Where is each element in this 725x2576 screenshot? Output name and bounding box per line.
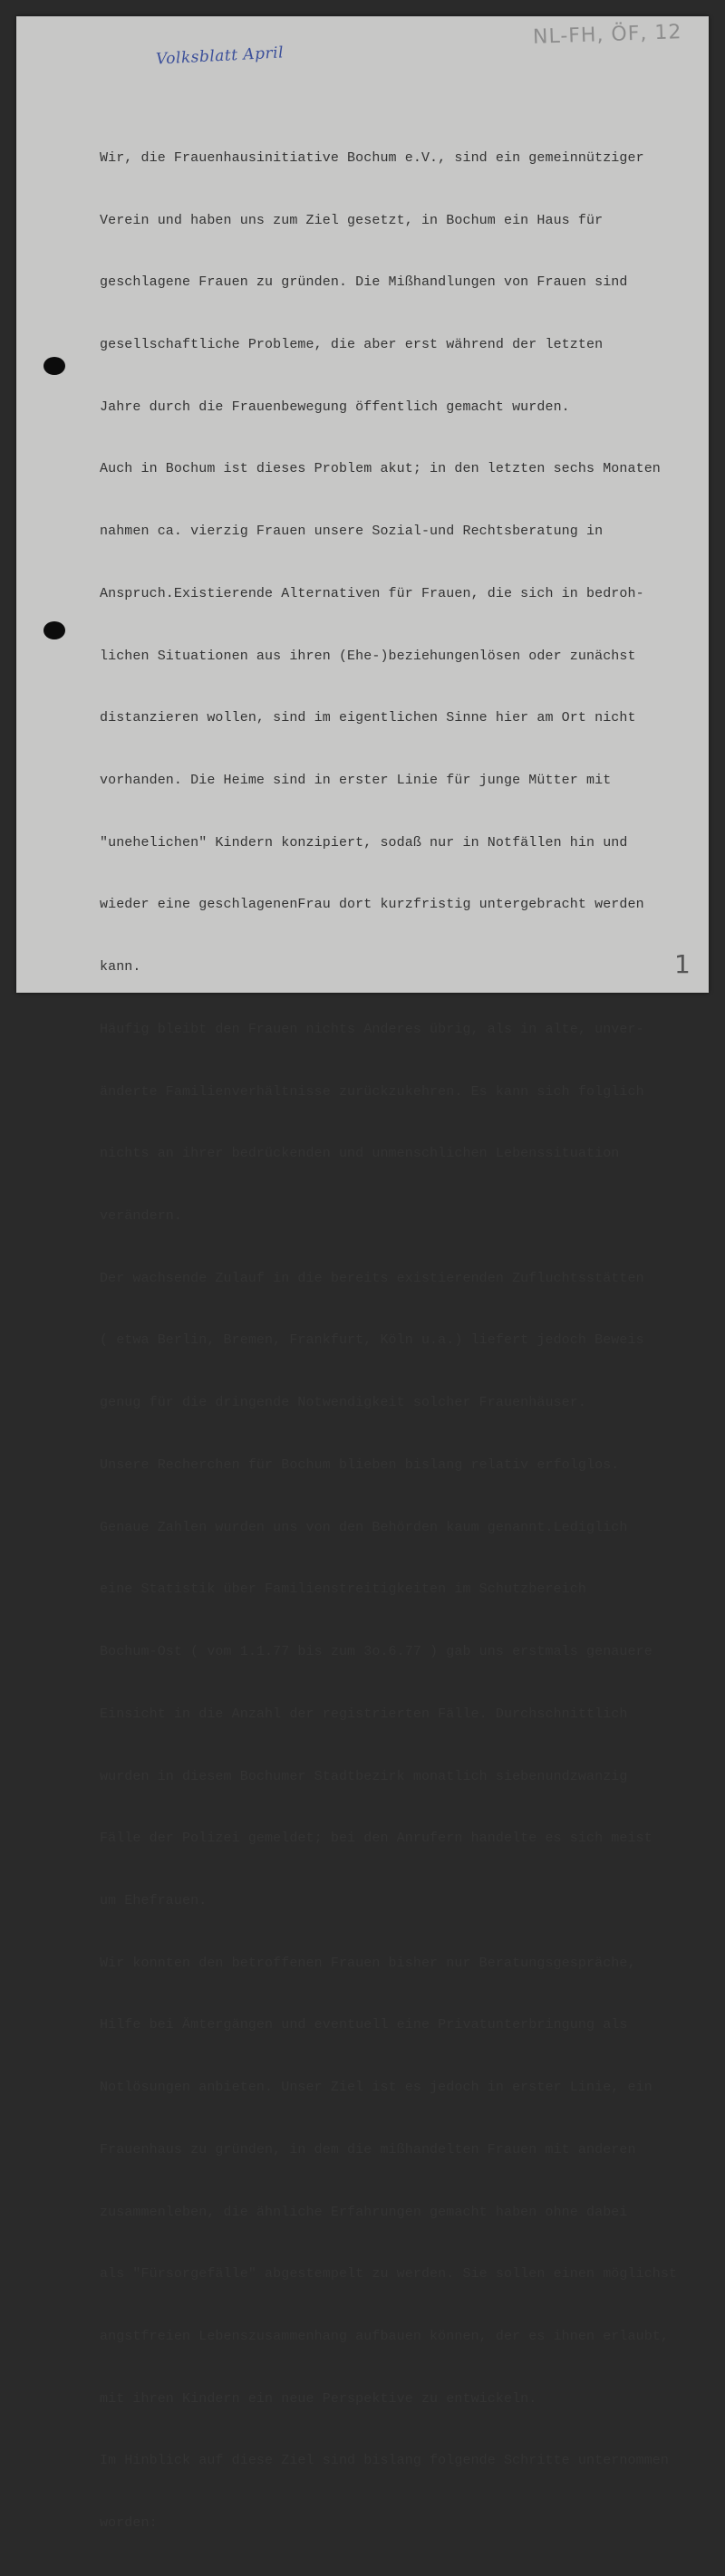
text-line: verändern. xyxy=(100,1208,183,1225)
text-line: wurden in diesem Bochumer Stadtbezirk monatlich siebenundzwanzig xyxy=(100,1768,628,1784)
text-line: vorhanden. Die Heime sind in erster Linie für junge Mütter mit xyxy=(100,773,612,788)
archive-reference: NL-FH, ÖF, 12 xyxy=(532,21,682,49)
page-number: 1 xyxy=(674,949,691,979)
text-line: Notlösungen anbieten. Unser Ziel ist es jedoch in erster Linie, ein xyxy=(100,2080,652,2096)
text-line: distanzieren wollen, sind im eigentlichen Sinne hier am Ort nicht xyxy=(100,710,636,726)
typed-body-text xyxy=(100,107,709,2576)
text-line: angstfreien Lebenszusammenhang aufbauen können, der es ihnen erlaubt, xyxy=(100,2328,670,2344)
text-line: Frauenhaus zu gründen, in dem die mißhandelten Frauen mit anderen xyxy=(100,2141,636,2158)
text-line: Unsere Recherchen für Bochum blieben bislang relativ erfolglos. xyxy=(100,1456,620,1473)
document-page xyxy=(16,16,709,2532)
text-line: kann. xyxy=(100,959,141,976)
text-line: Jahre durch die Frauenbewegung öffentlich gemacht wurden. xyxy=(100,399,570,415)
handwritten-note: Volksblatt April xyxy=(155,43,285,69)
text-line: Verein und haben uns zum Ziel gesetzt, in Bochum ein Haus für xyxy=(100,212,604,228)
text-line: Wir, die Frauenhausinitiative Bochum e.V., sind ein gemeinnütziger xyxy=(100,149,644,166)
text-line: Auch in Bochum ist dieses Problem akut; in den letzten sechs Monaten xyxy=(100,461,661,477)
text-line: Im Hinblick auf diese Ziel sind bislang folgende Schritte unternommen xyxy=(100,2453,670,2469)
text-line: worden: xyxy=(100,2515,158,2532)
text-line: "unehelichen" Kindern konzipiert, sodaß nur in Notfällen hin und xyxy=(100,834,628,851)
text-line: nichts an ihrer bedrückenden und unmenschlichen Lebenssituation xyxy=(100,1146,620,1162)
text-line: eine Statistik über Familienstreitigkeiten im Schutzbereich xyxy=(100,1581,586,1598)
text-line: Einsicht in die Anzahl der registrierten Fälle. Durchschnittlich xyxy=(100,1706,628,1722)
text-line: Häufig bleibt den Frauen nichts Anderes übrig, als in alte, unver- xyxy=(100,1021,644,1037)
text-line: gesellschaftliche Probleme, die aber erst während der letzten xyxy=(100,336,604,352)
text-line: zusammenleben, die ähnliche Erfahrungen gemacht haben ohne dabei xyxy=(100,2204,628,2220)
text-line: änderte Familienverhältnisse zurückzukehren. Es kann sich folglich xyxy=(100,1083,644,1100)
punch-hole xyxy=(44,357,65,375)
punch-hole xyxy=(44,621,65,639)
text-line: geschlagene Frauen zu gründen. Die Mißhandlungen von Frauen sind xyxy=(100,274,628,291)
text-line: als "Fürsorgefälle" abgestempelt zu werden. Sie sollen einen möglichst xyxy=(100,2266,678,2283)
text-line: Wir konnten den betroffenen Frauen bisher nur Beratungsgespräche, xyxy=(100,1955,636,1971)
text-line: Fälle der Polizei gemeldet; bei den Anrufern handelte es sich meist xyxy=(100,1831,652,1847)
text-line: Anspruch.Existierende Alternativen für Frauen, die sich in bedroh- xyxy=(100,585,644,601)
text-line: genug für die dringende Notwendigkeit solcher Frauenhäuser. xyxy=(100,1395,586,1411)
text-line: nahmen ca. vierzig Frauen unsere Sozial-und Rechtsberatung in xyxy=(100,524,604,540)
text-line: Hilfe bei Ämtergängen und eventuell eine Privatunterbringung als xyxy=(100,2017,628,2033)
text-line: ( etwa Berlin, Bremen, Frankfurt, Köln u.a.) liefert jedoch Beweis xyxy=(100,1332,644,1349)
text-line: mit ihren Kindern ein neue Perspektive zu entwickeln. xyxy=(100,2390,537,2407)
text-line: Genaue Zahlen wurden uns von den Behörden kaum genannt.Lediglich xyxy=(100,1519,628,1535)
text-line: lichen Situationen aus ihren (Ehe-)beziehungenlösen oder zunächst xyxy=(100,648,636,664)
text-line: Bochum-Ost ( vom 1.1.77 bis zum 3o.6.77 ) gab uns erstmals genauere xyxy=(100,1644,652,1660)
text-line: wieder eine geschlagenenFrau dort kurzfristig untergebracht werden xyxy=(100,897,644,913)
text-line: um Ehefrauen. xyxy=(100,1892,208,1908)
text-line: Der wachsende Zulauf in die bereits existierenden Zufluchtsstätten xyxy=(100,1270,644,1286)
